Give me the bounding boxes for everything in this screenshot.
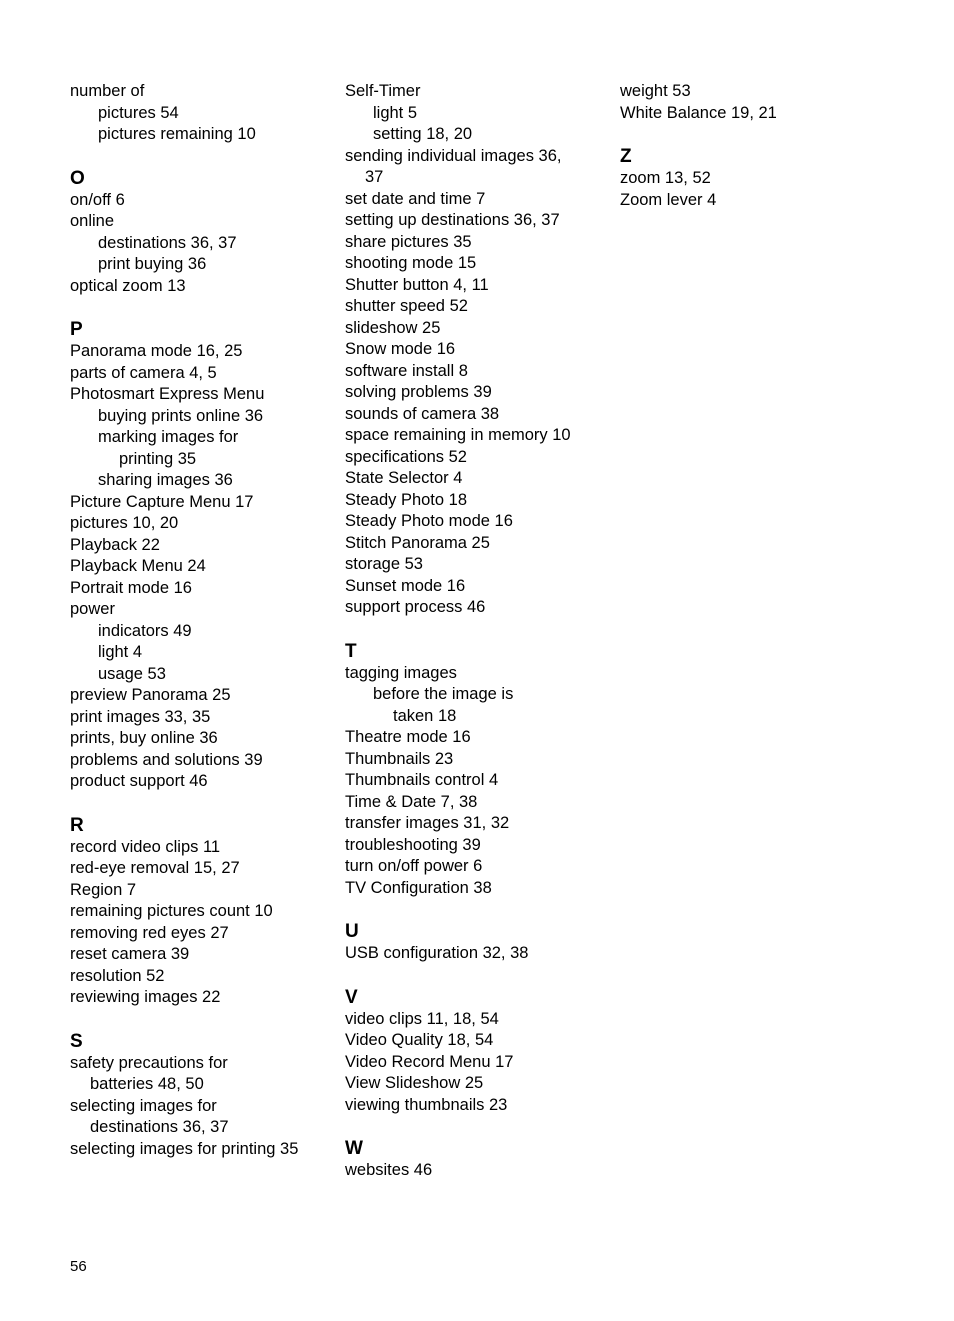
index-entry: shutter speed 52 [345,297,468,315]
index-entry: selecting images for [70,1096,217,1115]
index-letter-heading: T [345,640,357,662]
index-subentry: before the image is [373,685,514,703]
index-entry: removing red eyes 27 [70,923,229,942]
index-subentry: indicators 49 [98,621,192,640]
index-entry: transfer images 31, 32 [345,814,510,832]
index-entry: Stitch Panorama 25 [345,533,490,552]
index-entry: sending individual images 36, [345,146,562,165]
index-entry: optical zoom 13 [70,276,186,295]
index-entry: State Selector 4 [345,469,463,487]
index-entry: Thumbnails control 4 [345,771,499,789]
index-entry: on/off 6 [70,190,125,209]
section-spacer [345,899,605,921]
index-entry: preview Panorama 25 [70,686,231,704]
index-entry: White Balance 19, 21 [620,103,777,122]
index-entry: power [70,600,115,618]
index-subentry: destinations 36, 37 [98,233,237,252]
index-entry: red-eye removal 15, 27 [70,859,240,877]
index-letter-heading: V [345,986,358,1008]
index-entry: share pictures 35 [345,232,472,251]
index-entry: Sunset mode 16 [345,576,466,595]
index-subentry: sharing images 36 [98,471,233,489]
section-spacer [70,1009,330,1031]
index-entry: troubleshooting 39 [345,835,481,854]
index-entry: selecting images for printing 35 [70,1139,299,1158]
index-subentry: print buying 36 [98,255,207,273]
section-spacer [345,1116,605,1138]
index-entry: support process 46 [345,598,486,616]
index-entry: record video clips 11 [70,837,221,856]
index-column-1 [70,81,330,1160]
section-spacer [70,793,330,815]
index-entry: Picture Capture Menu 17 [70,492,254,511]
index-entry: video clips 11, 18, 54 [345,1009,499,1028]
index-entry: Steady Photo mode 16 [345,512,513,530]
index-column-3 [620,81,880,211]
index-entry: Portrait mode 16 [70,578,192,597]
index-entry: Time & Date 7, 38 [345,792,478,811]
index-entry: set date and time 7 [345,189,486,208]
index-subentry: pictures remaining 10 [98,125,256,143]
index-entry: Zoom lever 4 [620,190,717,209]
index-subentry: taken 18 [393,706,457,725]
index-entry: setting up destinations 36, 37 [345,211,560,229]
index-subentry: marking images for [98,428,239,446]
index-entry: Panorama mode 16, 25 [70,342,243,360]
index-entry: software install 8 [345,361,468,380]
index-subentry: usage 53 [98,664,166,683]
index-entry: problems and solutions 39 [70,750,263,769]
index-subentry: printing 35 [119,449,197,468]
section-spacer [345,965,605,987]
index-subentry: pictures 54 [98,103,179,122]
index-entry: USB configuration 32, 38 [345,944,529,962]
index-subentry: light 4 [98,643,143,661]
index-letter-heading: O [70,167,85,189]
section-spacer [620,124,880,146]
index-subentry: light 5 [373,103,418,122]
index-entry: Photosmart Express Menu [70,385,265,403]
index-entry: resolution 52 [70,966,165,985]
index-entry: tagging images [345,663,457,682]
index-letter-heading: R [70,814,84,836]
index-entry: Steady Photo 18 [345,490,468,509]
index-entry: turn on/off power 6 [345,857,483,875]
index-entry: safety precautions for [70,1053,228,1072]
section-spacer [70,297,330,319]
section-spacer [70,146,330,168]
index-entry: solving problems 39 [345,383,492,401]
index-entry: Video Record Menu 17 [345,1052,514,1071]
index-entry: storage 53 [345,555,423,573]
index-entry: zoom 13, 52 [620,169,711,187]
index-entry: remaining pictures count 10 [70,902,273,920]
index-entry: reviewing images 22 [70,988,221,1006]
index-entry: Region 7 [70,880,137,899]
index-entry: Playback 22 [70,535,160,554]
index-entry: pictures 10, 20 [70,514,179,532]
index-letter-heading: Z [620,146,632,167]
index-entry: TV Configuration 38 [345,878,492,897]
index-entry: online [70,212,115,230]
index-entry: space remaining in memory 10 [345,426,571,444]
index-column-2 [345,81,605,1182]
index-subentry: batteries 48, 50 [90,1075,204,1093]
index-subentry: 37 [365,168,384,186]
index-subentry: destinations 36, 37 [90,1118,229,1136]
index-entry: slideshow 25 [345,318,441,337]
index-subentry: setting 18, 20 [373,125,473,143]
index-entry: reset camera 39 [70,945,190,963]
index-entry: sounds of camera 38 [345,404,500,423]
index-entry: print images 33, 35 [70,707,211,726]
page-number: 56 [70,1258,87,1275]
index-letter-heading: P [70,319,83,340]
index-entry: product support 46 [70,772,208,790]
index-entry: weight 53 [620,82,691,100]
index-entry: shooting mode 15 [345,254,477,272]
index-entry: Thumbnails 23 [345,749,454,768]
index-subentry: buying prints online 36 [98,406,264,425]
index-entry: prints, buy online 36 [70,729,218,747]
index-entry: number of [70,82,145,100]
index-entry: specifications 52 [345,447,467,466]
index-entry: View Slideshow 25 [345,1074,484,1092]
section-spacer [345,619,605,641]
index-letter-heading: W [345,1138,363,1159]
index-entry: Self-Timer [345,82,421,100]
index-entry: Snow mode 16 [345,340,456,358]
index-entry: Shutter button 4, 11 [345,275,489,294]
index-entry: Video Quality 18, 54 [345,1031,494,1049]
index-entry: websites 46 [345,1161,433,1179]
index-entry: Theatre mode 16 [345,728,471,746]
index-letter-heading: U [345,921,359,942]
index-entry: parts of camera 4, 5 [70,363,217,382]
index-letter-heading: S [70,1030,83,1052]
index-entry: viewing thumbnails 23 [345,1095,508,1114]
index-entry: Playback Menu 24 [70,557,206,575]
